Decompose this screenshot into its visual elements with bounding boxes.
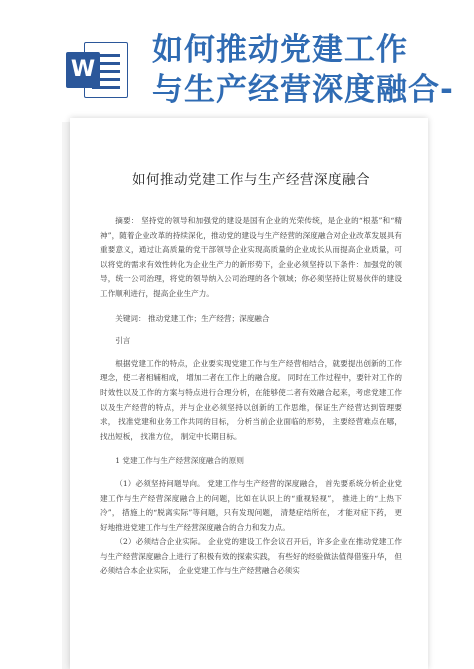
document-title: 如何推动党建工作与生产经营深度融合 <box>132 172 370 188</box>
document-page <box>70 118 428 669</box>
intro-paragraph: 根据党建工作的特点，企业要实现党建工作与生产经营相结合，就要提出创新的工作理念，使二者相辅相成， 增加二者在工作上的融合度。 同时在工作过程中，要针对工作的时效性以及工作的方案与特点进行合理分析，在能够使二者有效融合起来，考虑党建工作以及生产经营的特点，并与企业必须坚持以创新的工作思维，保证生产经营达到管理要求， 找准党建和业务工作共同的目标， 分析当前企业面临的形势， 主要经营难点在哪， 找出短板， 找准方位， 制定中长期目标。 <box>100 358 402 441</box>
intro-heading: 引言 <box>115 336 131 346</box>
banner-title-line2: 与生产经营深度融合- <box>152 72 454 108</box>
section1-paragraph-1: （1）必须坚持问题导向。 党建工作与生产经营的深度融合， 首先要系统分析企业党建工作与生产经营深度融合上的问题，比如在认识上的“重视轻视”， 推进上的“上热下冷”， 措施上的“脱离实际”等问题，只有发现问题， 清楚症结所在， 才能对症下药， 更好地推进党建工作与生产经营深度融合的合力和发力点。 <box>100 478 402 532</box>
word-document-icon <box>66 40 130 100</box>
word-logo-letter: W <box>66 52 100 88</box>
section1-heading: 1 党建工作与生产经营深度融合的原则 <box>115 456 244 466</box>
section1-paragraph-2: （2）必须结合企业实际。 企业党的建设工作会议召开后，许多企业在推动党建工作与生产经营深度融合上进行了积极有效的探索实践， 有些好的经验做法值得借鉴升华， 但必须结合本企业实际， 企业党建工作与生产经营融合必须实 <box>100 537 402 576</box>
banner <box>0 0 474 120</box>
abstract-paragraph: 摘要： 坚持党的领导和加强党的建设是国有企业的光荣传统，是企业的“根基”和“精神”，随着企业改革的持续深化，推动党的建设与生产经营的深度融合对企业改革发展具有重要意义，通过让高质量的党干部领导企业实现高质量的企业成长从而提高企业质量，可以将党的需求有效性转化为企业生产力的新形势下，企业必须坚持以下条件：加强党的领导，统一公司治理，将党的领导纳入公司治理的各个领域；你必须坚持让贸易伙伴的建设工作顺利进行，提高企业生产力。 <box>100 216 402 298</box>
banner-title <box>152 30 462 110</box>
keywords-line: 关键词： 推动党建工作；生产经营；深度融合 <box>115 313 270 323</box>
banner-title-line1: 如何推动党建工作 <box>152 32 408 68</box>
